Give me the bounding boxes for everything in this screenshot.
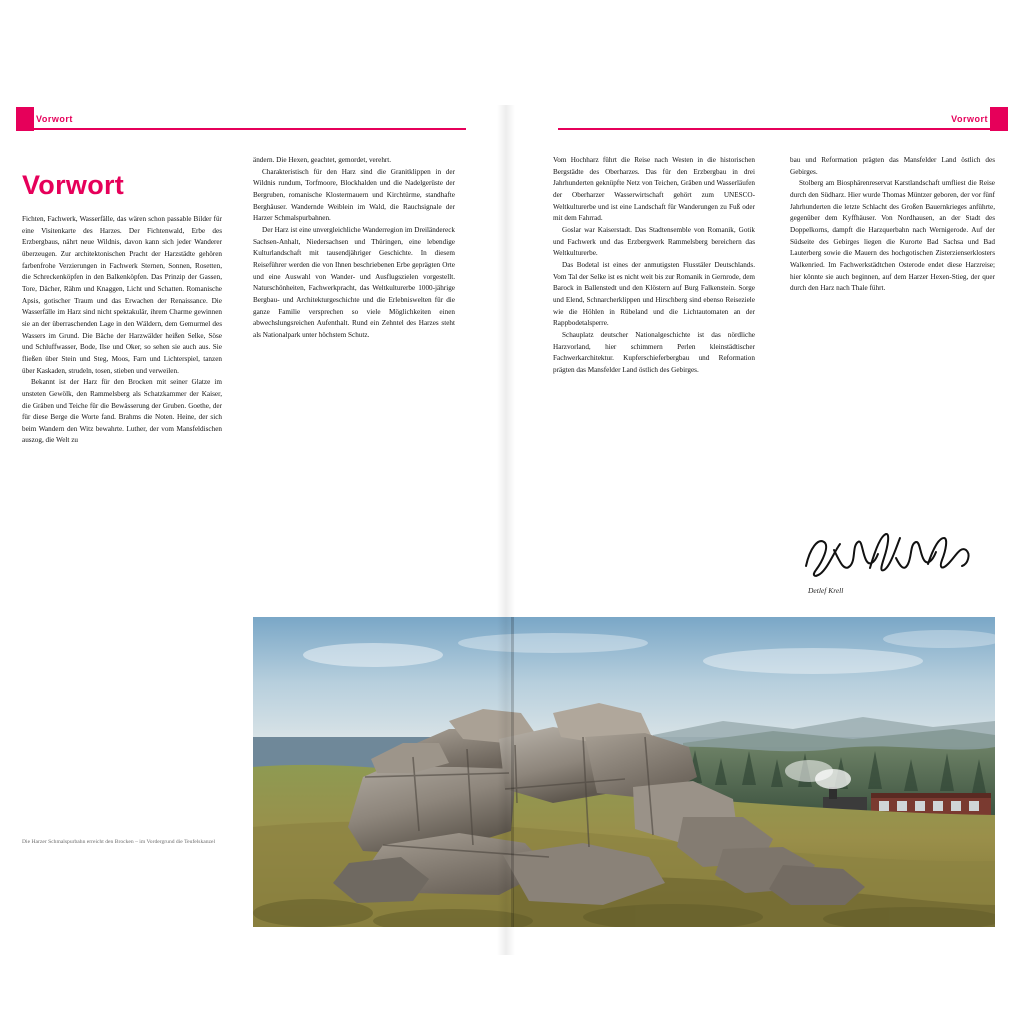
page-title: Vorwort — [22, 170, 125, 201]
photo-illustration — [253, 617, 995, 927]
signature-name: Detlef Krell — [808, 586, 844, 595]
photo-brocken — [253, 617, 995, 927]
paragraph: Stolberg am Biosphärenreservat Karstlandschaft umfliest die Reise durch den Südharz. Hier wurde Thomas Müntzer geboren, der vor fünf Jahrhunderten die letzte Schlacht des Großen Bauernkrieges anführte, gegenüber dem Kyffhäuser. Von Nordhausen, an der Stadt des Doppelkorns, dampft die Harzquerbahn nach Wernigerode. Auf der Südseite des Gebirges liegen die Kurorte Bad Sachsa und Bad Lauterberg sowie die Mauern des hochgotischen Zisterzienserklosters Walkenried. Im Fachwerkstädtchen Osterode endet diese Harzreise; hier könnte sie auch beginnen, auf dem Harzer Hexen-Stieg, der quer durch den Harz nach Thale führt. — [790, 179, 995, 293]
book-gutter — [511, 617, 514, 927]
running-head-rule-left — [22, 128, 466, 130]
text-column-4 — [790, 155, 995, 295]
paragraph: Bekannt ist der Harz für den Brocken mit seiner Glatze im unsteten Gewölk, den Rammelsberg als Schatzkammer der Kaiser, die Gräben und Teiche für die Bewässerung der Gruben. Goethe, der für diese Berge die Worte fand. Brahms die Noten. Heine, der sich beim Wandern den Witz bewahrte. Luther, der vom Mansfeldischen auszog, die Welt zu — [22, 378, 222, 445]
paragraph: ändern. Die Hexen, geachtet, gemordet, verehrt. — [253, 156, 392, 164]
photo-caption: Die Harzer Schmalspurbahn erreicht den Brocken – im Vordergrund die Teufelskanzel — [22, 839, 216, 845]
paragraph: Der Harz ist eine unvergleichliche Wanderregion im Dreiländereck Sachsen-Anhalt, Niedersachsen und Thüringen, eine lebendige Kulturlandschaft mit tausendjähriger Geschichte. In diesem Reiseführer werden die von Ihnen beschriebenen Erbe geprägten Orte und eine Auswahl von Wander- und Ausflugszielen vorgestellt. Naturschönheiten, Fachwerkpracht, das Weltkulturerbe 1000-jährige Bergbau- und Architekturgeschichte und die Erlebniswelten für die ganze Familie versprechen so viele Möglichkeiten einen abwechslungsreichen Aufenthalt. Rund ein Zehntel des Harzes steht als Nationalpark unter höchstem Schutz. — [253, 225, 455, 339]
paragraph: Goslar war Kaiserstadt. Das Stadtensemble von Romanik, Gotik und Fachwerk und das Erzbergwerk Rammelsberg bereichern das Weltkulturerbe. — [553, 225, 755, 258]
paragraph: Charakteristisch für den Harz sind die Granitklippen in der Wildnis rundum, Torfmoore, Blockhalden und die Nadelgerüste der Bergruben, romanische Klostermauern und Kirchtürme, standhafte Berghäuser. Wandernde Weiblein im Wald, die Rauchsignale der Harzer Schmalspurbahnen. — [253, 167, 455, 223]
running-head-rule-right — [558, 128, 1002, 130]
signature-block — [800, 528, 990, 598]
signature-icon — [800, 528, 990, 588]
text-column-1 — [22, 214, 222, 447]
text-column-2 — [253, 155, 455, 342]
running-head-right: Vorwort — [951, 114, 988, 124]
paragraph: Das Bodetal ist eines der anmutigsten Flusstäler Deutschlands. Vom Tal der Selke ist es nicht weit bis zur Romanik in Gernrode, dem Barock in Ballenstedt und den Klöstern auf Burg Falkenstein. Sorge und Elend, Schnarcherklippen und Hirschberg sind ebenso Reiseziele wie die Höhlen in Rübeland und die Lichtautomaten an der Rappbodetalsperre. — [553, 260, 755, 328]
running-head-left: Vorwort — [36, 114, 73, 124]
paragraph: Schauplatz deutscher Nationalgeschichte ist das nördliche Harzvorland, hier schimmern Perlen kleinstädtischer Fachwerkarchitektur. Kupferschieferbergbau und Reformation prägten das Mansfelder Land östlich des Gebirges. — [553, 330, 755, 374]
text-column-3 — [553, 155, 755, 376]
paragraph: Fichten, Fachwerk, Wasserfälle, das wären schon passable Bilder für eine Visitenkarte des Harzes. Der Fichtenwald, Erbe des Erzbergbaus, nährt neue Wildnis, davon kann sich jeder Wanderer überzeugen. Zur architektonischen Pracht der Harzstädte gehören farbenfrohe Verzierungen in Fachwerk Sternen, Sonnen, Rosetten, die Schreckenköpfen in den Balkenköpfen. Das Prinzip der Gassen, Tore, Dächer, Rähm und Knaggen, Licht und Schatten. Romanische Apsis, gotischer Traum und das Erwachen der Renaissance. Die Wasserfälle im Harz sind nicht spektakulär, ihrem Charme gewinnen sie an der überraschenden Lage in den Wäldern, dem Gemurmel des Wassers im Grund. Die Bäche der Harzwälder heißen Selke, Söse und Schluffwasser, Bode, Ilse und Oker, so sehen sie auch aus. Sie fließen über Stein und Steg, Moos, Farn und Lichterspiel, tanzen über Kaskaden, strudeln, tosen, stieben und verweilen. — [22, 215, 222, 375]
paragraph: bau und Reformation prägten das Mansfelder Land östlich des Gebirges. — [790, 156, 995, 176]
paragraph: Vom Hochharz führt die Reise nach Westen in die historischen Bergstädte des Oberharzes. Das für den Erzbergbau in drei Jahrhunderten geknüpfte Netz von Teichen, Gräben und Wasserläufen der Oberharzer Wasserwirtschaft gehört zum UNESCO-Weltkulturerbe und ist eine Landschaft für Wanderungen zu Fuß oder mit dem Fahrrad. — [553, 156, 755, 223]
